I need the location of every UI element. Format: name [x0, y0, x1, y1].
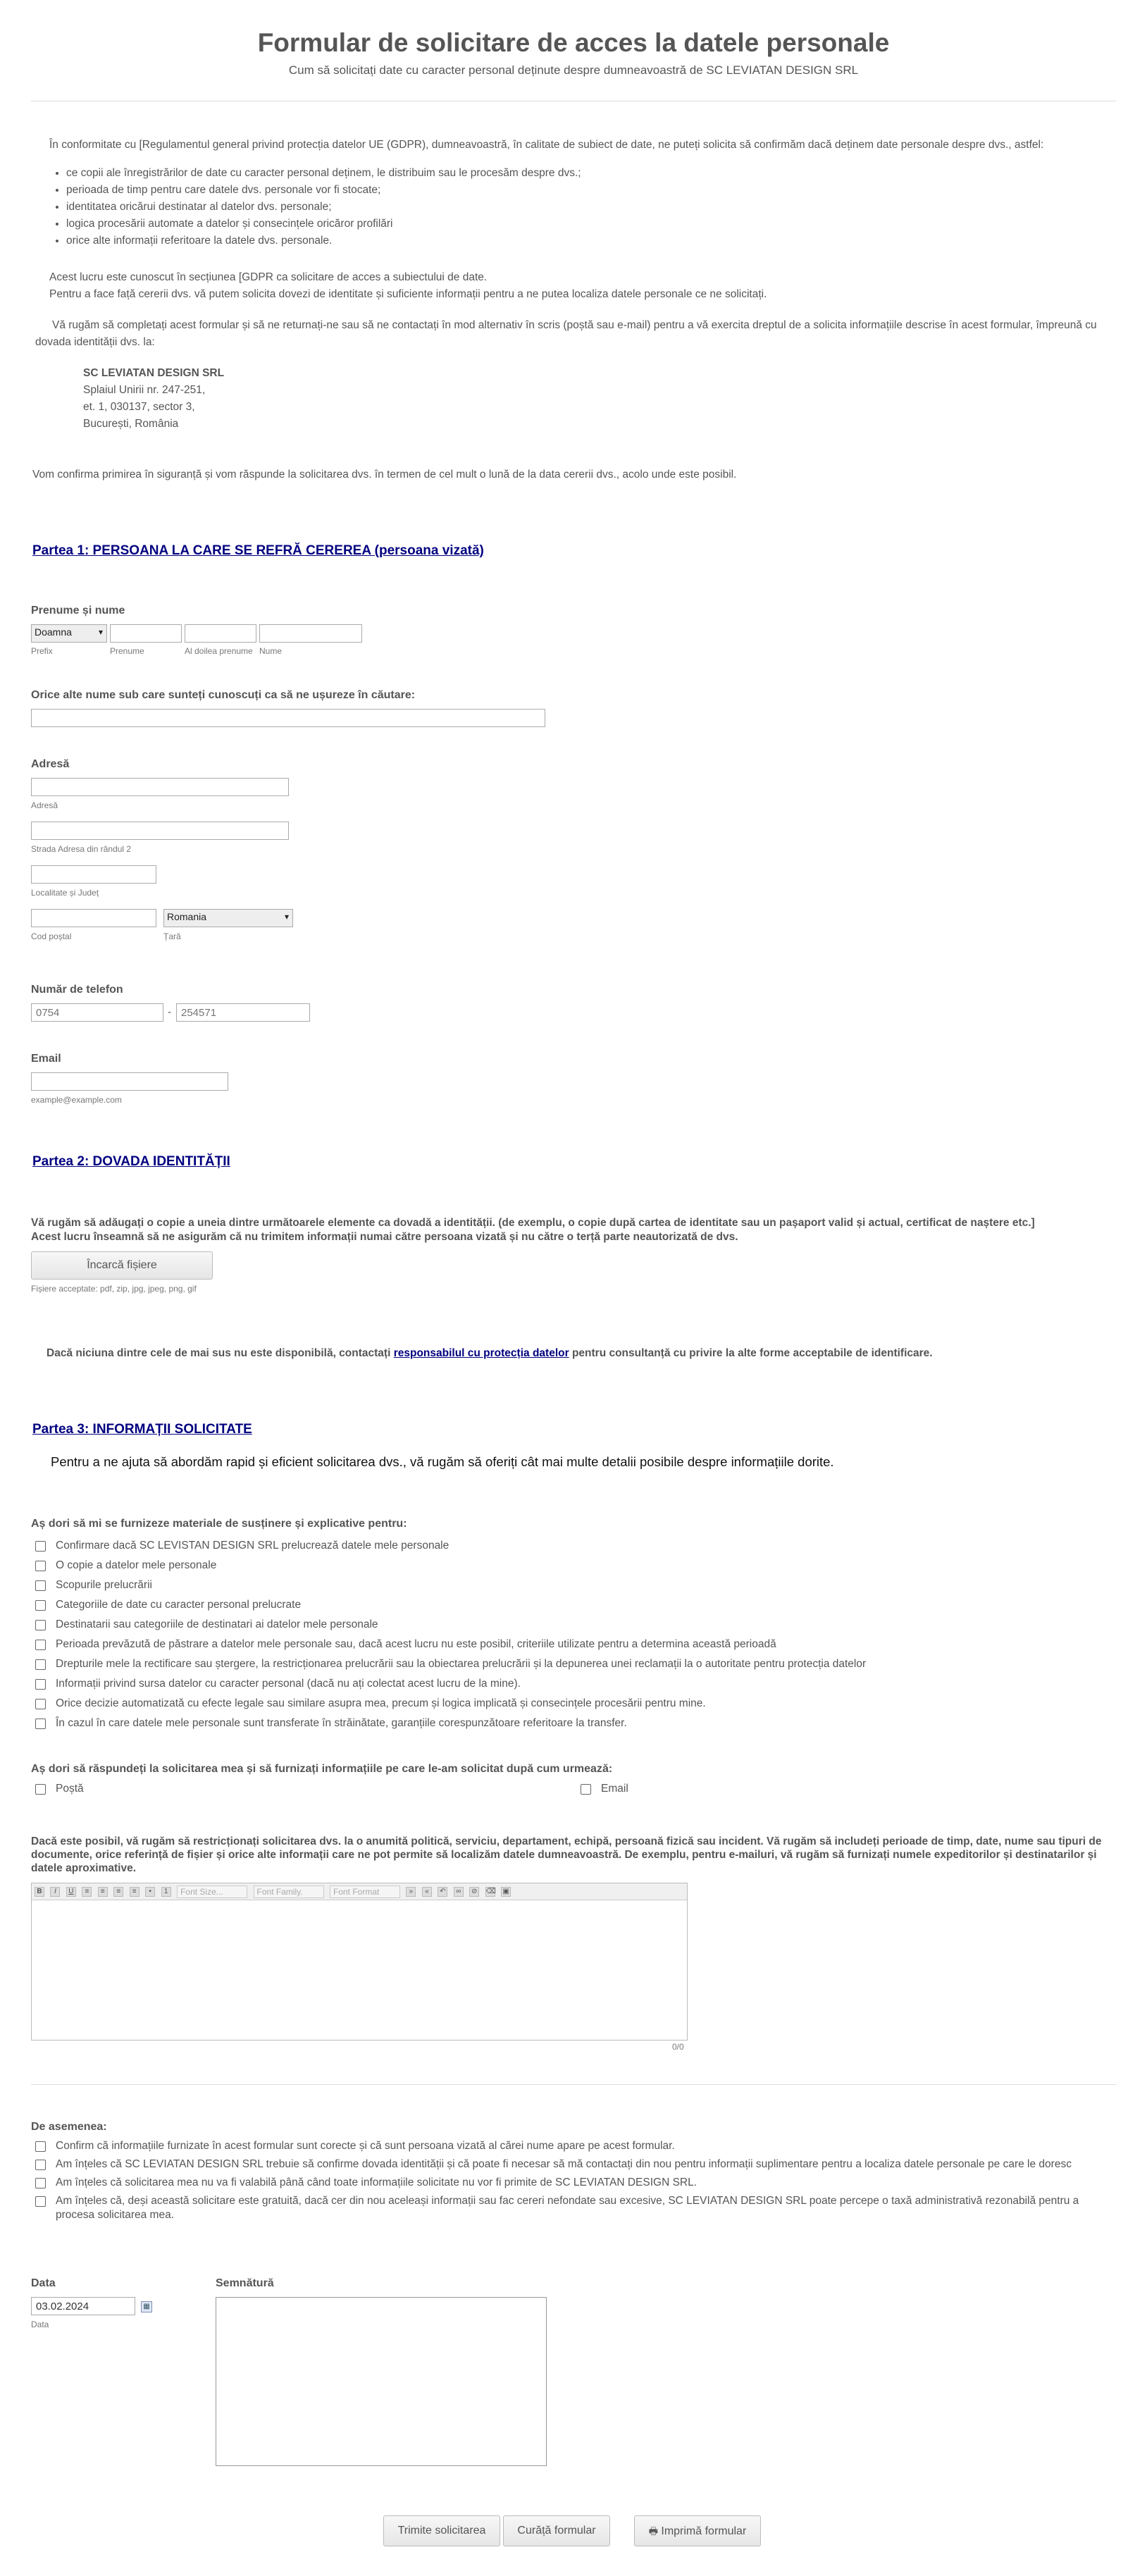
- checkbox-label: Drepturile mele la rectificare sau ștergere, la restricționarea prelucrării sau la obiectarea prelucrării și la depunerea unei reclamații la o autoritate pentru protecția datelor: [56, 1658, 867, 1670]
- email-sublabel: example@example.com: [31, 1095, 122, 1105]
- checkbox[interactable]: [35, 1640, 46, 1650]
- date-sublabel: Data: [31, 2320, 49, 2329]
- intro-paragraph: Vom confirma primirea în siguranță și vom răspunde la solicitarea dvs. în termen de cel mult o lună de la data cererii dvs., acolo unde este posibil.: [32, 469, 737, 481]
- id-note: [46, 1347, 1117, 1360]
- section-heading-part1: Partea 1: PERSOANA LA CARE SE REFRĂ CEREREA (persoana vizată): [32, 543, 484, 558]
- list-item[interactable]: [35, 2176, 1113, 2190]
- signature-label: Semnătură: [216, 2277, 274, 2289]
- checkbox-label: Scopurile prelucrării: [56, 1579, 152, 1591]
- intro-paragraph: În conformitate cu [Regulamentul general privind protecția datelor UE (GDPR), dumneavoastră, în calitate de subiect de date, ne puteți solicita să confirmăm dacă deținem date personale despre dvs., astfel:: [49, 139, 1044, 151]
- other-names-input[interactable]: [31, 709, 545, 727]
- clear-form-button[interactable]: Curăță formular: [503, 2515, 610, 2546]
- upload-files-button[interactable]: Încarcă fișiere: [31, 1251, 213, 1280]
- align-left-icon[interactable]: ≡: [82, 1887, 92, 1897]
- checkbox-label: Am înțeles că solicitarea mea nu va fi valabilă până când toate informațiile solicitate nu vor fi primite de SC LEVIATAN DESIGN SRL.: [56, 2176, 698, 2188]
- checkbox[interactable]: [35, 1600, 46, 1611]
- address-line: et. 1, 030137, sector 3,: [83, 401, 195, 413]
- country-sublabel: Țară: [163, 931, 181, 941]
- reply-option-email[interactable]: [581, 1783, 628, 1795]
- checkbox-label: Destinatarii sau categoriile de destinatari ai datelor mele personale: [56, 1618, 378, 1630]
- email-input[interactable]: [31, 1072, 228, 1091]
- clean-format-icon[interactable]: ⌫: [485, 1888, 496, 1895]
- address-line: Splaiul Unirii nr. 247-251,: [83, 384, 206, 396]
- print-form-label: Imprimă formular: [661, 2525, 747, 2537]
- name-label: Prenume și nume: [31, 605, 125, 617]
- unlink-icon[interactable]: ⊘: [469, 1887, 479, 1897]
- address-line1-input[interactable]: [31, 778, 289, 796]
- undo-icon[interactable]: ↶: [438, 1887, 447, 1897]
- other-names-label: Orice alte nume sub care sunteți cunoscuți ca să ne ușureze în căutare:: [31, 689, 416, 701]
- checkbox[interactable]: [35, 1784, 46, 1795]
- char-counter: 0/0: [672, 2042, 684, 2052]
- reply-label: Aș dori să răspundeți la solicitarea mea și să furnizați informațiile pe care le-am solicitat după cum urmează:: [31, 1763, 613, 1775]
- checkbox[interactable]: [35, 1620, 46, 1630]
- list-item[interactable]: [35, 1635, 1113, 1654]
- prefix-value: Doamna: [35, 626, 72, 638]
- prefix-sublabel: Prefix: [31, 646, 53, 656]
- font-format-select[interactable]: Font Format: [330, 1885, 400, 1898]
- checkbox-label: O copie a datelor mele personale: [56, 1559, 217, 1571]
- checkbox[interactable]: [581, 1784, 591, 1795]
- align-right-icon[interactable]: ≡: [113, 1887, 123, 1897]
- page-title: Formular de solicitare de acces la datele personale: [257, 28, 890, 57]
- checkbox-label: Orice decizie automatizată cu efecte legale sau similare asupra mea, precum și logica implicată și consecințele procesării pentru mine.: [56, 1697, 706, 1709]
- italic-icon[interactable]: I: [50, 1887, 60, 1897]
- section-heading-part2: Partea 2: DOVADA IDENTITĂȚII: [32, 1154, 230, 1169]
- list-item: • logica procesării automate a datelor și consecințele oricăror profilări: [66, 216, 1093, 233]
- confirm-checklist: [35, 2139, 1113, 2222]
- submit-button[interactable]: Trimite solicitarea: [383, 2515, 500, 2546]
- id-instructions-line: Acest lucru înseamnă să ne asigurăm că nu trimitem informații numai către persoana vizată și nu către o terță parte neautorizată de dvs.: [31, 1231, 738, 1243]
- upload-sublabel: Fișiere acceptate: pdf, zip, jpg, jpeg, png, gif: [31, 1284, 197, 1294]
- address-sublabel: Strada Adresa din rândul 2: [31, 844, 132, 854]
- page-subtitle: Cum să solicitați date cu caracter personal deținute despre dumneavoastră de SC LEVIATAN DESIGN SRL: [288, 63, 859, 77]
- city-sublabel: Localitate și Județ: [31, 888, 99, 898]
- checkbox-label: Poștă: [56, 1783, 84, 1795]
- part3-intro: Pentru a ne ajuta să abordăm rapid și eficient solicitarea dvs., vă rugăm să oferiți cât mai multe detalii posibile despre informațiile dorite.: [51, 1454, 834, 1469]
- checkbox-label: Perioada prevăzută de păstrare a datelor mele personale sau, dacă acest lucru nu este posibil, criteriile utilizate pentru a determina această perioadă: [56, 1638, 776, 1650]
- materials-label: Aș dori să mi se furnizeze materiale de susținere și explicative pentru:: [31, 1518, 407, 1530]
- country-select[interactable]: [163, 909, 293, 927]
- list-item[interactable]: [35, 2194, 1113, 2222]
- id-instructions-line: Vă rugăm să adăugați o copie a uneia dintre următoarele elemente ca dovadă a identității. (de exemplu, o copie după cartea de identitate sau un pașaport valid și actual, certificat de naștere etc.]: [31, 1217, 1035, 1229]
- address-label: Adresă: [31, 758, 70, 770]
- font-size-select[interactable]: Font Size...: [177, 1885, 247, 1898]
- indent-icon[interactable]: »: [406, 1887, 416, 1897]
- checkbox-label: Am înțeles că SC LEVIATAN DESIGN SRL trebuie să confirme dovada identității și că poate fi necesar să mă contactați din nou pentru informații suplimentare pentru a localiza datele personale pe care le doresc: [56, 2158, 1072, 2170]
- bullet-list-icon[interactable]: •: [145, 1887, 155, 1897]
- prefix-select[interactable]: [31, 624, 107, 643]
- checkbox[interactable]: [35, 1580, 46, 1591]
- checkbox[interactable]: [35, 1561, 46, 1571]
- list-item: • ce copii ale înregistrărilor de date cu caracter personal deținem, le distribuim sau le procesăm despre dvs.;: [66, 165, 1093, 182]
- list-item[interactable]: [35, 1654, 1113, 1674]
- list-item[interactable]: [35, 1536, 1113, 1556]
- section-heading-part3: Partea 3: INFORMAȚII SOLICITATE: [32, 1422, 252, 1437]
- checkbox[interactable]: [35, 1659, 46, 1670]
- address-line: București, România: [83, 418, 179, 430]
- checkbox[interactable]: [35, 1541, 46, 1552]
- date-input[interactable]: [31, 2297, 135, 2315]
- first-name-input[interactable]: [110, 624, 182, 643]
- checkbox[interactable]: [35, 1699, 46, 1709]
- city-input[interactable]: [31, 865, 156, 884]
- list-item[interactable]: [35, 2139, 1113, 2153]
- link-icon[interactable]: ∞: [454, 1887, 464, 1897]
- bold-icon[interactable]: B: [35, 1887, 44, 1897]
- id-note-text: pentru consultanță cu privire la alte forme acceptabile de identificare.: [571, 1347, 933, 1359]
- country-value: Romania: [167, 911, 207, 922]
- postal-code-input[interactable]: [31, 909, 156, 927]
- image-icon[interactable]: ▣: [501, 1887, 511, 1897]
- align-justify-icon[interactable]: ≡: [130, 1887, 140, 1897]
- checkbox[interactable]: [35, 1679, 46, 1690]
- postal-address: [83, 365, 506, 433]
- checkbox-label: Informații privind sursa datelor cu caracter personal (dacă nu ați colectat acest lucru de la mine).: [56, 1678, 521, 1690]
- phone-number-input[interactable]: [176, 1003, 310, 1022]
- address-sublabel: Adresă: [31, 800, 58, 810]
- calendar-icon[interactable]: ▦: [141, 2301, 152, 2312]
- postal-code-sublabel: Cod poștal: [31, 931, 72, 941]
- materials-checklist: [35, 1536, 1113, 1733]
- checkbox[interactable]: [35, 2141, 46, 2152]
- list-item[interactable]: [35, 1714, 1113, 1733]
- editor-toolbar: [32, 1883, 687, 1900]
- chevron-down-icon: ▾: [98, 627, 103, 637]
- details-label: Dacă este posibil, vă rugăm să restricționați solicitarea dvs. la o anumită politică, serviciu, departament, echipă, persoană fizică sau incident. Vă rugăm să includeți perioade de timp, date, nume sau tipuri de documente, orice referință de fișier și orice alte informații care ne pot permite să localizăm datele dumneavoastră. De exemplu, pentru e-mailuri, vă rugăm să furnizați numele expeditorilor și destinatarilor și datele aproximative.: [31, 1835, 1102, 1874]
- first-name-sublabel: Prenume: [110, 646, 144, 656]
- confirm-label: De asemenea:: [31, 2121, 107, 2133]
- intro-paragraph: Vă rugăm să completați acest formular și să ne returnați-ne sau să ne contactați în mod alternativ în scris (poștă sau e-mail) pentru a vă exercita dreptul de a solicita informațiile descrise în acest formular, împreună cu dovada identității dvs. la:: [35, 319, 1097, 348]
- last-name-input[interactable]: [259, 624, 362, 643]
- printer-icon: 🖶: [648, 2525, 658, 2537]
- list-item[interactable]: [35, 1575, 1113, 1595]
- list-item[interactable]: [35, 1615, 1113, 1635]
- checkbox[interactable]: [35, 2178, 46, 2188]
- intro-paragraph: Pentru a face față cererii dvs. vă putem solicita dovezi de identitate și suficiente informații pentru a ne putea localiza datele personale ce ne solicitați.: [49, 288, 767, 300]
- outdent-icon[interactable]: «: [422, 1887, 432, 1897]
- list-item[interactable]: [35, 1595, 1113, 1615]
- numbered-list-icon[interactable]: 1: [161, 1887, 171, 1897]
- list-item: • identitatea oricărui destinatar al datelor dvs. personale;: [66, 199, 1093, 216]
- list-item[interactable]: [35, 2157, 1113, 2172]
- date-label: Data: [31, 2277, 56, 2289]
- chevron-down-icon: ▾: [284, 912, 289, 922]
- data-protection-officer-link[interactable]: responsabilul cu protecția datelor: [393, 1347, 569, 1359]
- intro-paragraph: Acest lucru este cunoscut în secțiunea [GDPR ca solicitare de acces a subiectului de date.: [49, 271, 488, 283]
- reply-option-post[interactable]: [35, 1783, 84, 1795]
- checkbox-label: Categoriile de date cu caracter personal prelucrate: [56, 1599, 302, 1611]
- print-form-button[interactable]: [634, 2515, 761, 2546]
- list-item[interactable]: [35, 1694, 1113, 1714]
- email-label: Email: [31, 1053, 61, 1065]
- rich-text-editor[interactable]: [31, 1883, 688, 2041]
- id-note-text: Dacă niciuna dintre cele de mai sus nu este disponibilă, contactați: [46, 1347, 391, 1359]
- font-family-select[interactable]: Font Family.: [254, 1885, 324, 1898]
- last-name-sublabel: Nume: [259, 646, 283, 656]
- list-item[interactable]: [35, 1674, 1113, 1694]
- list-item: • orice alte informații referitoare la datele dvs. personale.: [66, 233, 1093, 249]
- middle-name-sublabel: Al doilea prenume: [185, 646, 253, 656]
- checkbox[interactable]: [35, 1719, 46, 1729]
- list-item[interactable]: [35, 1556, 1113, 1575]
- underline-icon[interactable]: U: [66, 1887, 76, 1897]
- checkbox[interactable]: [35, 2160, 46, 2170]
- address-line2-input[interactable]: [31, 822, 289, 840]
- id-instructions: [31, 1216, 1116, 1244]
- checkbox-label: Confirmare dacă SC LEVISTAN DESIGN SRL prelucrează datele mele personale: [56, 1540, 450, 1552]
- divider: [31, 2084, 1116, 2085]
- checkbox-label: Confirm că informațiile furnizate în acest formular sunt corecte și că sunt persoana vizată al cărei nume apare pe acest formular.: [56, 2140, 675, 2152]
- align-center-icon[interactable]: ≡: [98, 1887, 108, 1897]
- company-name: SC LEVIATAN DESIGN SRL: [83, 367, 225, 379]
- phone-area-input[interactable]: [31, 1003, 163, 1022]
- checkbox-label: În cazul în care datele mele personale sunt transferate în străinătate, garanțiile corespunzătoare referitoare la transfer.: [56, 1717, 627, 1729]
- checkbox-label: Am înțeles că, deși această solicitare este gratuită, dacă cer din nou aceleași informații sau fac cereri nefondate sau excesive, SC LEVIATAN DESIGN SRL poate percepe o taxă administrativă rezonabilă pentru a procesa solicitarea mea.: [56, 2195, 1079, 2221]
- phone-separator: -: [168, 1006, 171, 1018]
- checkbox[interactable]: [35, 2196, 46, 2207]
- intro-bullet-list: [51, 165, 1093, 249]
- middle-name-input[interactable]: [185, 624, 256, 643]
- checkbox-label: Email: [601, 1783, 628, 1795]
- list-item: • perioada de timp pentru care datele dvs. personale vor fi stocate;: [66, 182, 1093, 199]
- signature-pad[interactable]: [216, 2297, 547, 2466]
- phone-label: Număr de telefon: [31, 984, 123, 996]
